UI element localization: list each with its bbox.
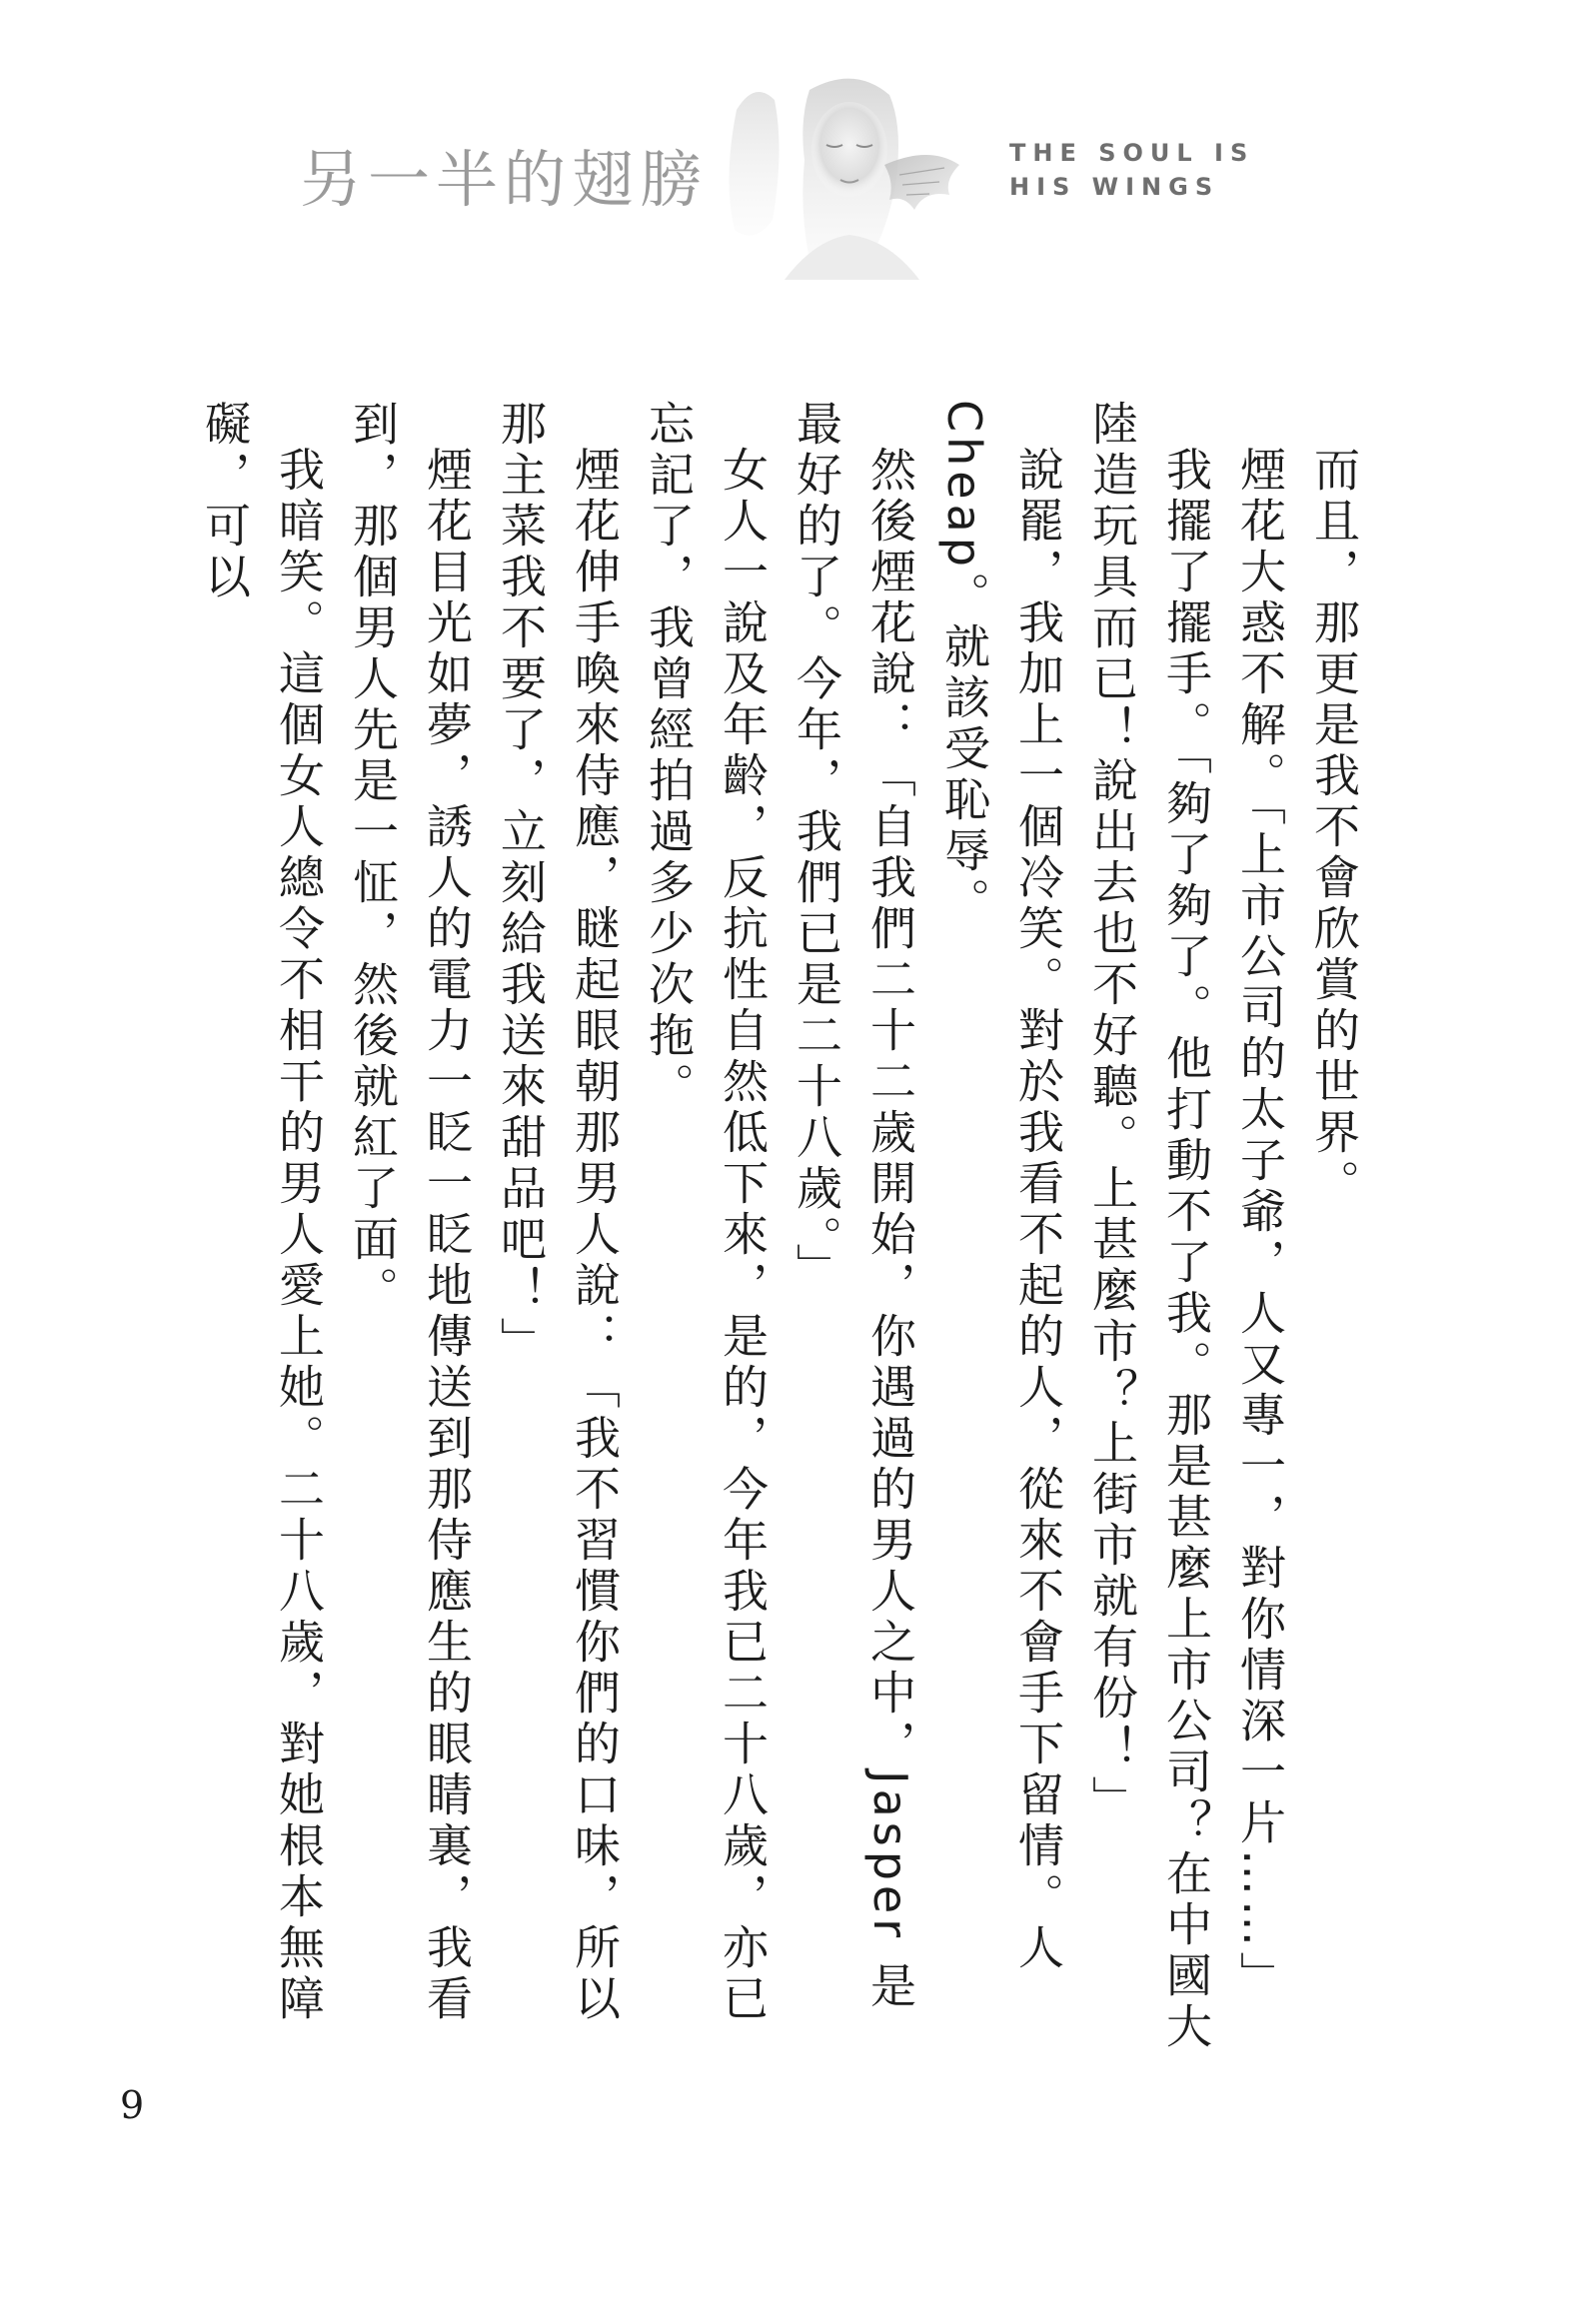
paragraph: 然後煙花說：「自我們二十二歲開始，你遇過的男人之中，Jasper 是最好的了。今年，我們已是二十八歲。」 [790,400,917,2013]
subtitle-line-1: THE SOUL IS [1009,139,1255,167]
subtitle-line-2: HIS WINGS [1009,173,1220,201]
running-header-subtitle [1009,136,1269,204]
vertical-body-text [188,400,1371,2058]
paragraph: 而且，那更是我不會欣賞的世界。 [1307,446,1361,1210]
paragraph: 我擺了擺手。「夠了夠了。他打動不了我。那是甚麼上市公司？在中國大陸造玩具而已！說出去也不好聽。上甚麼市？上街市就有份！」 [1085,400,1213,2053]
paragraph: 說罷，我加上一個冷笑。對於我看不起的人，從來不會手下留情。人 Cheap。就該受恥辱。 [937,400,1065,1974]
paragraph: 女人一說及年齡，反抗性自然低下來，是的，今年我已二十八歲，亦已忘記了，我曾經拍過多少次拖。 [642,400,770,2025]
page-number: 9 [120,2083,145,2127]
paragraph: 煙花伸手喚來侍應，瞇起眼朝那男人說：「我不習慣你們的口味，所以那主菜我不要了，立刻給我送來甜品吧！」 [494,400,622,2025]
running-header-title: 另一半的翅膀 [300,143,709,216]
paragraph: 煙花大惑不解。「上市公司的太子爺，人又專一，對你情深一片……」 [1233,446,1287,2002]
paragraph: 我暗笑。這個女人總令不相干的男人愛上她。二十八歲，對她根本無障礙，可以 [198,400,326,2025]
paragraph: 煙花目光如夢，誘人的電力一眨一眨地傳送到那侍應生的眼睛裏，我看到，那個男人先是一怔，然後就紅了面。 [346,400,474,2025]
header-illustration-woman-with-wing [715,70,974,280]
